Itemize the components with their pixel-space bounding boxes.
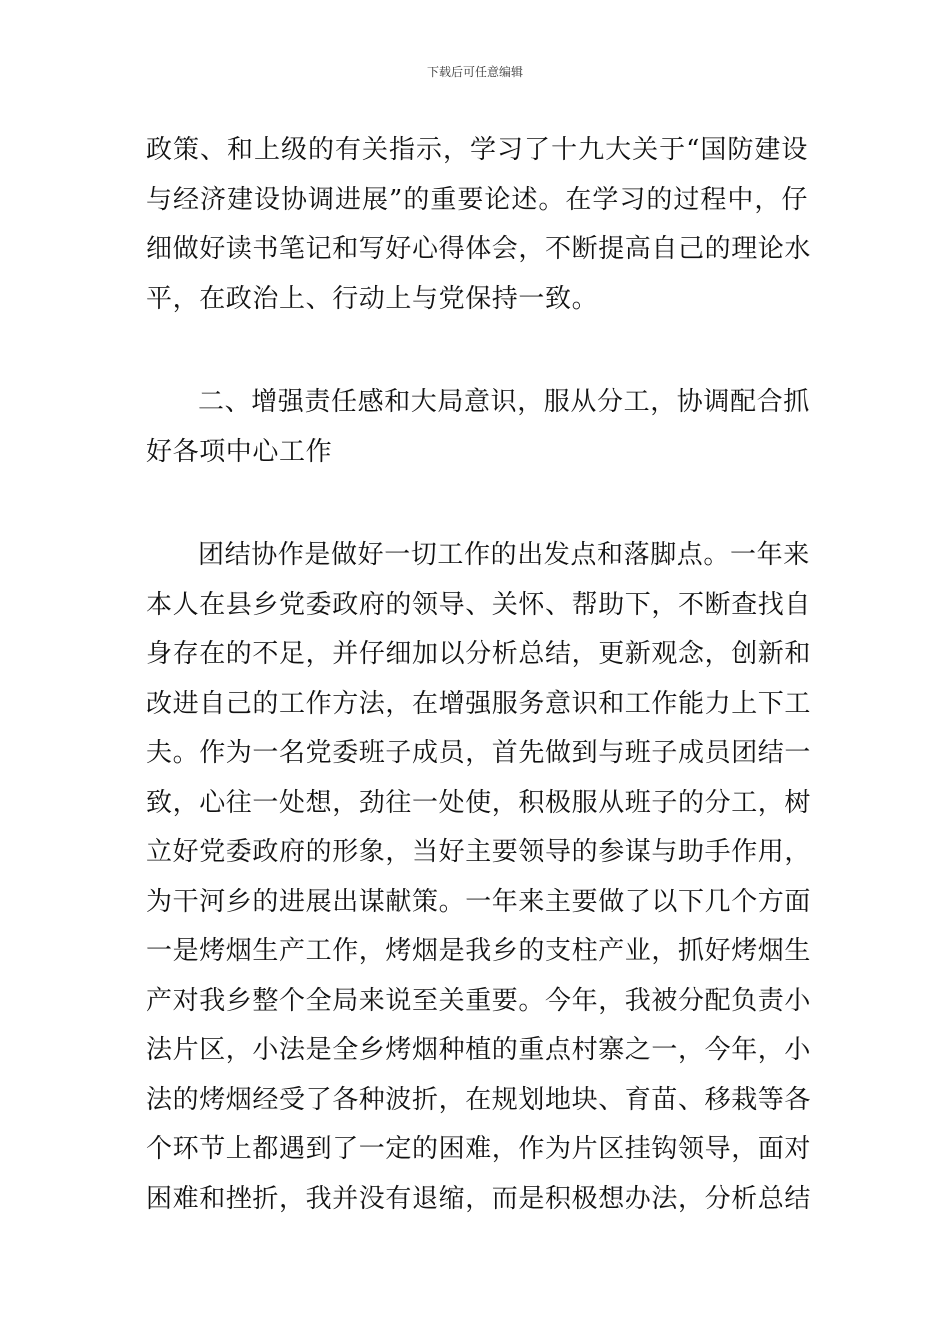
text-line: 与经济建设协调进展”的重要论述。在学习的过程中，仔 [146,184,808,215]
text-line: 法片区，小法是全乡烤烟种植的重点村寨之一，今年，小 [146,1035,812,1065]
text-line: 一是烤烟生产工作，烤烟是我乡的支柱产业，抓好烤烟生 [146,936,812,966]
text-line: 致，心往一处想，劲往一处使，积极服从班子的分工，树 [146,787,812,818]
paragraph-gap [146,477,808,531]
text-line: 产对我乡整个全局来说至关重要。今年，我被分配负责小 [146,985,812,1016]
text-line: 为干河乡的进展出谋献策。一年来主要做了以下几个方面 [146,886,812,917]
text-line: 本人在县乡党委政府的领导、关怀、帮助下，不断查找自 [146,589,812,620]
text-line: 政策、和上级的有关指示，学习了十九大关于“国防建设 [146,135,808,165]
text-line: 立好党委政府的形象，当好主要领导的参谋与助手作用， [146,837,812,867]
section-heading [146,378,808,477]
paragraph-teamwork [146,531,812,1224]
text-line: 身存在的不足，并仔细加以分析总结，更新观念，创新和 [146,639,812,669]
page-header: 下载后可任意编辑 [426,65,523,79]
heading-line: 好各项中心工作 [146,436,333,467]
text-line: 法的烤烟经受了各种波折，在规划地块、育苗、移栽等各 [146,1084,812,1115]
document-body [146,126,812,1224]
text-line: 个环节上都遇到了一定的困难，作为片区挂钩领导，面对 [146,1134,812,1164]
paragraph-gap [146,324,808,378]
text-line: 细做好读书笔记和写好心得体会，不断提高自己的理论水 [146,234,812,264]
text-line: 平，在政治上、行动上与党保持一致。 [146,283,599,314]
text-line: 改进自己的工作方法，在增强服务意识和工作能力上下工 [146,688,812,719]
text-line: 夫。作为一名党委班子成员，首先做到与班子成员团结一 [146,738,812,768]
text-line: 困难和挫折，我并没有退缩，而是积极想办法，分析总结 [146,1183,812,1214]
text-line: 团结协作是做好一切工作的出发点和落脚点。一年来 [198,540,810,570]
heading-line: 二、增强责任感和大局意识，服从分工，协调配合抓 [198,387,810,417]
paragraph-study [146,126,812,324]
